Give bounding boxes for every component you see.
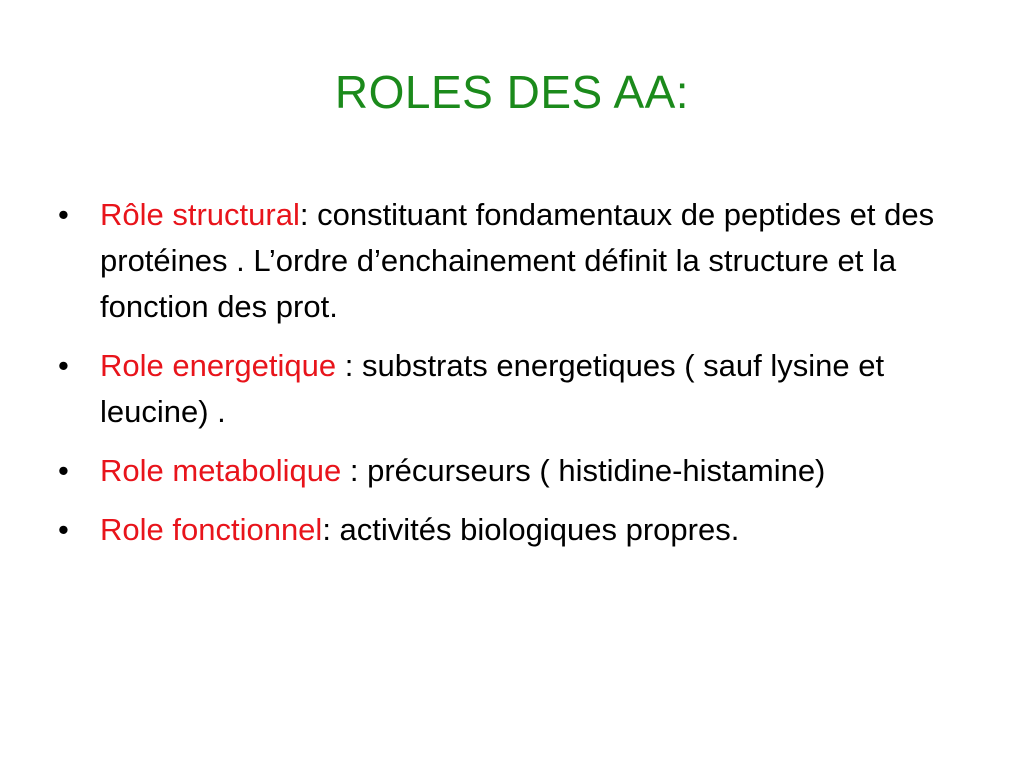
bullet-text: : constituant fondamentaux de peptides et des protéines . L’ordre d’enchainement définit la structure et la fonction des prot. (100, 197, 935, 324)
bullet-term: Role metabolique (100, 453, 342, 488)
bullet-dot-icon: • (58, 348, 69, 383)
bullet-item-energetique (58, 343, 968, 435)
bullet-item-metabolique (58, 448, 968, 494)
bullet-dot-icon: • (58, 197, 69, 232)
bullet-text: : activités biologiques propres. (322, 512, 740, 547)
slide-title: ROLES DES AA: (334, 66, 690, 118)
bullet-term: Role fonctionnel (100, 512, 323, 547)
bullet-dot-icon: • (58, 512, 69, 547)
bullet-term: Rôle structural (100, 197, 300, 232)
bullet-dot-icon: • (58, 453, 69, 488)
bullet-item-structural (58, 192, 968, 330)
bullet-list (58, 192, 968, 566)
bullet-text: : précurseurs ( histidine-histamine) (341, 453, 826, 488)
bullet-term: Role energetique (100, 348, 337, 383)
bullet-item-fonctionnel (58, 507, 968, 553)
bullet-text: : substrats energetiques ( sauf lysine et leucine) . (100, 348, 885, 429)
